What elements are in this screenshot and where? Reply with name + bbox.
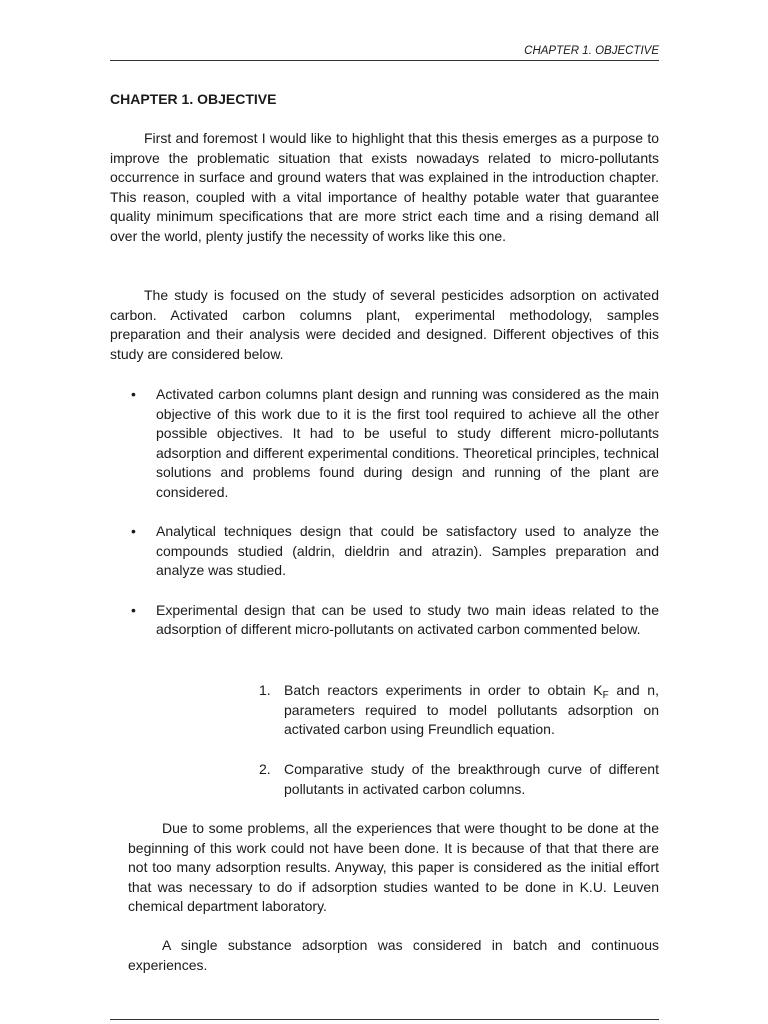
bullet-marker: • bbox=[131, 386, 136, 402]
study-focus-paragraph: The study is focused on the study of several pesticides adsorption on activated carbon. Activated carbon columns plant, experimental methodology, samples preparation and their analysis were decided and designed. Different objectives of this study are considered below. bbox=[110, 287, 659, 362]
numbered-list-item-2 bbox=[259, 760, 659, 819]
intro-paragraph: First and foremost I would like to highlight that this thesis emerges as a purpose to improve the problematic situation that exists nowadays related to micro-pollutants occurrence in surface and ground waters that was explained in the introduction chapter. This reason, coupled with a vital importance of healthy potable water that guarantee quality minimum specifications that are more strict each time and a rising demand all over the world, plenty justify the necessity of works like this one. bbox=[110, 130, 659, 244]
bullet-text: Experimental design that can be used to study two main ideas related to the adsorption of different micro-pollutants on activated carbon commented below. bbox=[156, 601, 659, 638]
numbered-item-batch-reactors bbox=[259, 681, 659, 740]
bullet-text: Activated carbon columns plant design and running was considered as the main objective of this work due to it is the first tool required to achieve all the other possible objectives. It had to be useful to study different micro-pollutants adsorption and different experimental conditions. Theoretical principles, technical solutions and problems found during design and running of the plant are considered. bbox=[156, 386, 659, 500]
bullet-item-experimental-design bbox=[110, 601, 659, 640]
numbered-item-breakthrough-curve bbox=[259, 760, 659, 799]
item-text-end: and n, parameters required to model pollutants adsorption on activated carbon using Freundlich equation. bbox=[284, 682, 659, 738]
footer-rule bbox=[110, 1019, 659, 1020]
chapter-title: CHAPTER 1. OBJECTIVE bbox=[110, 91, 277, 107]
running-header bbox=[110, 44, 659, 61]
single-substance-paragraph: A single substance adsorption was considered in batch and continuous experiences. bbox=[128, 937, 659, 973]
item-text: Comparative study of the breakthrough curve of different pollutants in activated carbon columns. bbox=[284, 761, 659, 797]
item-subscript: F bbox=[602, 690, 609, 701]
running-header-title: CHAPTER 1. OBJECTIVE bbox=[524, 45, 659, 57]
item-number: 2. bbox=[259, 761, 271, 777]
item-text-start: Batch reactors experiments in order to obtain K bbox=[284, 682, 603, 698]
bullet-item-analytical-techniques bbox=[110, 522, 659, 581]
numbered-list-item-1 bbox=[259, 681, 659, 759]
bullet-marker: • bbox=[131, 601, 136, 618]
bullet-item-plant-design bbox=[110, 385, 659, 503]
bullet-text: Analytical techniques design that could be satisfactory used to analyze the compounds studied (aldrin, dieldrin and atrazin). Samples preparation and analyze was studied. bbox=[156, 523, 659, 579]
objectives-bullet-list bbox=[110, 385, 659, 659]
item-number: 1. bbox=[259, 682, 271, 698]
problems-paragraph: Due to some problems, all the experiences that were thought to be done at the beginning of this work could not have been done. It is because of that that there are not too many adsorption results. Anyway, this paper is considered as the initial effort that was necessary to do if adsorption studies wanted to be done in K.U. Leuven chemical department laboratory. bbox=[128, 820, 659, 915]
bullet-marker: • bbox=[131, 523, 136, 540]
